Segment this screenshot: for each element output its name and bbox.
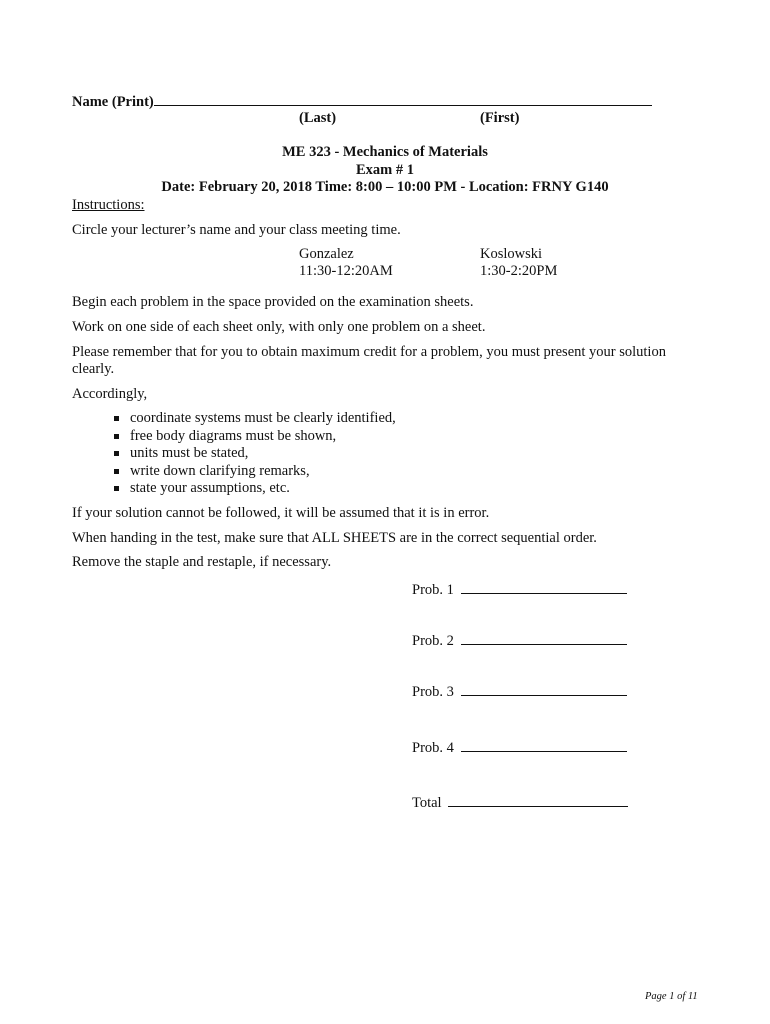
exam-details: Date: February 20, 2018 Time: 8:00 – 10:00 PM - Location: FRNY G140 [161,179,609,195]
requirements-list [114,410,396,498]
score-label: Prob. 1 [412,582,454,598]
list-item: write down clarifying remarks, [114,463,396,481]
score-label: Prob. 2 [412,633,454,649]
circle-instruction: Circle your lecturer’s name and your class meeting time. [72,222,401,238]
first-name-label: (First) [480,110,520,126]
score-input-line[interactable] [461,682,627,696]
score-label: Prob. 4 [412,740,454,756]
name-input-line[interactable] [154,92,652,106]
paragraph-max-credit: Please remember that for you to obtain maximum credit for a problem, you must present your solution clearly. [72,344,666,377]
score-input-line[interactable] [461,580,627,594]
paragraph-one-side: Work on one side of each sheet only, with only one problem on a sheet. [72,319,486,335]
lecturer-time: 1:30-2:20PM [480,263,558,279]
score-row-prob-3 [412,682,627,701]
score-label: Total [412,795,442,811]
list-item: state your assumptions, etc. [114,480,396,498]
instructions-heading: Instructions: [72,197,145,213]
last-name-label: (Last) [299,110,337,126]
name-field [72,92,652,111]
course-title: ME 323 - Mechanics of Materials [282,144,488,160]
paragraph-accordingly: Accordingly, [72,386,148,402]
lecturer-option-gonzalez[interactable] [299,246,393,280]
list-item: units must be stated, [114,445,396,463]
exam-title: Exam # 1 [356,162,414,178]
name-label: Name (Print) [72,94,154,110]
lecturer-name: Gonzalez [299,246,354,262]
score-label: Prob. 3 [412,684,454,700]
paragraph-sheets-order: When handing in the test, make sure that ALL SHEETS are in the correct sequential order. [72,530,597,546]
score-input-line[interactable] [461,738,627,752]
paragraph-staple: Remove the staple and restaple, if necessary. [72,554,332,570]
lecturer-name: Koslowski [480,246,543,262]
score-input-line[interactable] [448,793,628,807]
paragraph-error: If your solution cannot be followed, it will be assumed that it is in error. [72,505,490,521]
lecturer-time: 11:30-12:20AM [299,263,393,279]
lecturer-option-koslowski[interactable] [480,246,557,280]
score-row-prob-1 [412,580,627,599]
score-input-line[interactable] [461,631,627,645]
list-item: free body diagrams must be shown, [114,428,396,446]
paragraph-begin: Begin each problem in the space provided on the examination sheets. [72,294,474,310]
list-item: coordinate systems must be clearly identified, [114,410,396,428]
score-row-total [412,793,628,812]
score-row-prob-2 [412,631,627,650]
score-row-prob-4 [412,738,627,757]
page-number: Page 1 of 11 [645,991,698,1002]
